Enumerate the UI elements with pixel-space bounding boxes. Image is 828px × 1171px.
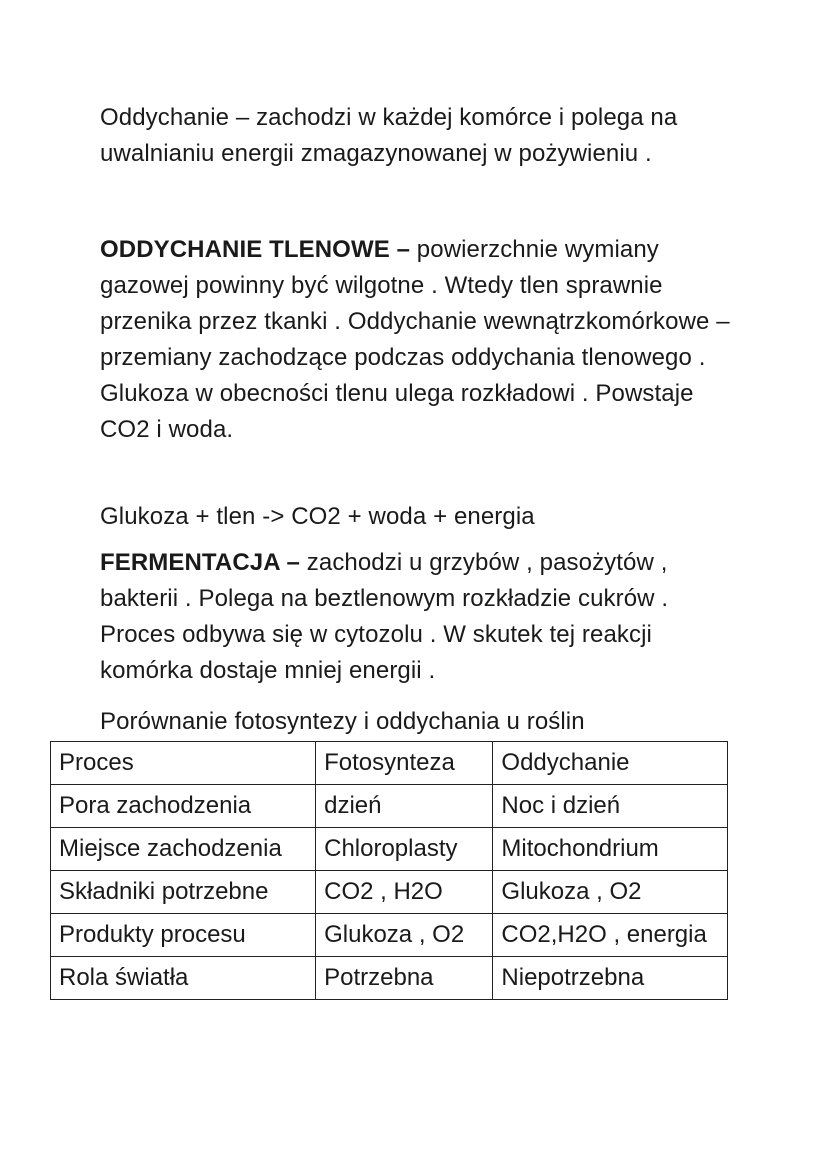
intro-paragraph bbox=[100, 100, 740, 172]
aerobic-text: powierzchnie wymiany gazowej powinny być wilgotne . Wtedy tlen sprawnie przenika przez tkanki . Oddychanie wewnątrzkomórkowe – przemiany zachodzące podczas oddychania tlenowego . Glukoza w obecności tlenu ulega rozkładowi . Powstaje CO2 i woda. bbox=[100, 236, 730, 443]
table-row bbox=[51, 785, 728, 828]
fermentation-text: zachodzi u grzybów , pasożytów , bakterii . Polega na beztlenowym rozkładzie cukrów . Proces odbywa się w cytozolu . W skutek tej reakcji komórka dostaje mniej energii . bbox=[100, 549, 669, 684]
table-row bbox=[51, 828, 728, 871]
table-cell: Noc i dzień bbox=[493, 785, 728, 828]
intro-text: Oddychanie – zachodzi w każdej komórce i polega na uwalnianiu energii zmagazynowanej w pożywieniu . bbox=[100, 104, 678, 167]
table-cell: Pora zachodzenia bbox=[51, 785, 316, 828]
table-cell: Niepotrzebna bbox=[493, 957, 728, 1000]
table-caption bbox=[100, 704, 740, 740]
respiration-equation bbox=[100, 499, 740, 535]
table-cell: dzień bbox=[316, 785, 493, 828]
table-cell: CO2,H2O , energia bbox=[493, 914, 728, 957]
table-row bbox=[51, 914, 728, 957]
table-cell: Proces bbox=[51, 742, 316, 785]
aerobic-heading: ODDYCHANIE TLENOWE – bbox=[100, 236, 411, 263]
table-row bbox=[51, 871, 728, 914]
table-cell: Glukoza , O2 bbox=[493, 871, 728, 914]
table-cell: Produkty procesu bbox=[51, 914, 316, 957]
table-cell: Chloroplasty bbox=[316, 828, 493, 871]
fermentation-paragraph bbox=[100, 545, 740, 689]
table-cell: Oddychanie bbox=[493, 742, 728, 785]
table-cell: Rola światła bbox=[51, 957, 316, 1000]
table-row-header bbox=[51, 742, 728, 785]
table-cell: CO2 , H2O bbox=[316, 871, 493, 914]
table-cell: Glukoza , O2 bbox=[316, 914, 493, 957]
table-cell: Miejsce zachodzenia bbox=[51, 828, 316, 871]
table-cell: Fotosynteza bbox=[316, 742, 493, 785]
comparison-table bbox=[50, 741, 728, 1000]
table-row bbox=[51, 957, 728, 1000]
table-cell: Potrzebna bbox=[316, 957, 493, 1000]
table-cell: Mitochondrium bbox=[493, 828, 728, 871]
table-cell: Składniki potrzebne bbox=[51, 871, 316, 914]
fermentation-heading: FERMENTACJA – bbox=[100, 549, 300, 576]
table-caption-text: Porównanie fotosyntezy i oddychania u roślin bbox=[100, 708, 585, 735]
equation-text: Glukoza + tlen -> CO2 + woda + energia bbox=[100, 503, 535, 530]
aerobic-respiration-paragraph bbox=[100, 232, 740, 448]
